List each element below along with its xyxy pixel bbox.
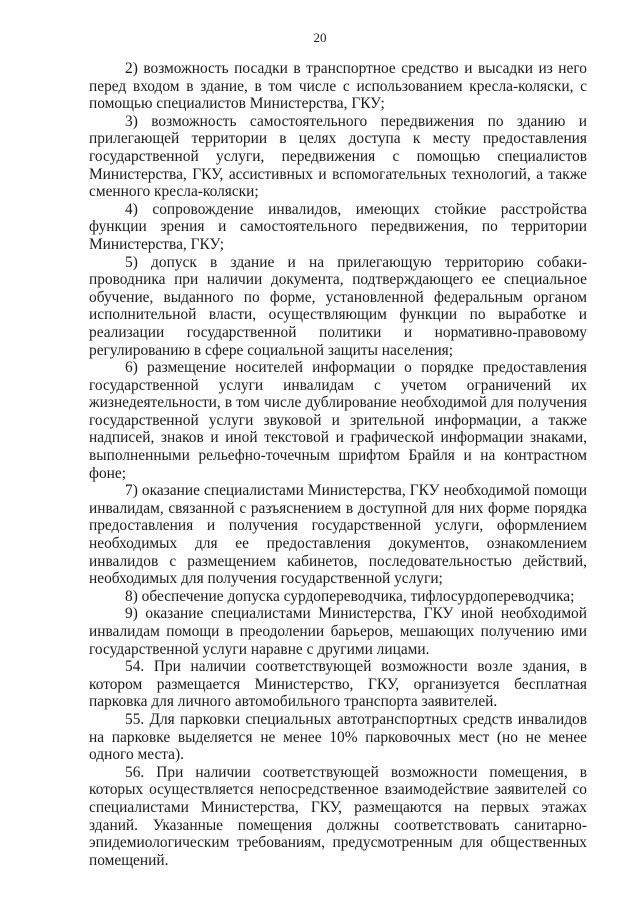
paragraph-item-2: 2) возможность посадки в транспортное средство и высадки из него перед входом в здание, в том числе с использованием кресла-коляски, с помощью специалистов Министерства, ГКУ;: [89, 60, 587, 113]
paragraph-item-6: 6) размещение носителей информации о порядке предоставления государственной услуги инвалидам с учетом ограничений их жизнедеятельности, в том числе дублирование необходимой для получения государственной услуги звуковой и зрительной информации, а также надписей, знаков и иной текстовой и графической информации знаками, выполненными рельефно-точечным шрифтом Брайля и на контрастном фоне;: [89, 359, 587, 482]
paragraph-clause-55: 55. Для парковки специальных автотранспортных средств инвалидов на парковке выделяется не менее 10% парковочных мест (но не менее одного места).: [89, 710, 587, 764]
paragraph-clause-54: 54. При наличии соответствующей возможности возле здания, в котором размещается Министерство, ГКУ, организуется бесплатная парковка для личного автомобильного транспорта заявителей.: [89, 658, 587, 711]
paragraph-item-4: 4) сопровождение инвалидов, имеющих стойкие расстройства функции зрения и самостоятельного передвижения, по территории Министерства, ГКУ;: [89, 200, 587, 253]
paragraph-item-8: 8) обеспечение допуска сурдопереводчика, тифлосурдопереводчика;: [125, 587, 575, 605]
paragraph-clause-56: 56. При наличии соответствующей возможности помещения, в которых осуществляется непосредственное взаимодействие заявителей со специалистами Министерства, ГКУ, размещаются на первых этажах зданий. Указанные помещения должны соответствовать санитарно-эпидемиологическим требованиям, предусмотренным для общественных помещений.: [89, 763, 587, 869]
paragraph-item-9: 9) оказание специалистами Министерства, ГКУ иной необходимой инвалидам помощи в преодолении барьеров, мешающих получению ими государственной услуги наравне с другими лицами.: [89, 605, 587, 658]
paragraph-item-3: 3) возможность самостоятельного передвижения по зданию и прилегающей территории в целях доступа к месту предоставления государственной услуги, передвижения с помощью специалистов Министерства, ГКУ, ассистивных и вспомогательных технологий, а также сменного кресла-коляски;: [89, 112, 587, 201]
paragraph-item-5: 5) допуск в здание и на прилегающую территорию собаки-проводника при наличии документа, подтверждающего ее специальное обучение, выданного по форме, установленной федеральным органом исполнительной власти, осуществляющим функции по выработке и реализации государственной политики и нормативно-правовому регулированию в сфере социальной защиты населения;: [89, 253, 587, 359]
paragraph-item-7: 7) оказание специалистами Министерства, ГКУ необходимой помощи инвалидам, связанной с разъяснением в доступной для них форме порядка предоставления и получения государственной услуги, оформлением необходимых для ее предоставления документов, ознакомлением инвалидов с размещением кабинетов, последовательностью действий, необходимых для получения государственной услуги;: [89, 482, 587, 588]
page-number: 20: [313, 30, 327, 45]
document-body: [89, 60, 587, 869]
